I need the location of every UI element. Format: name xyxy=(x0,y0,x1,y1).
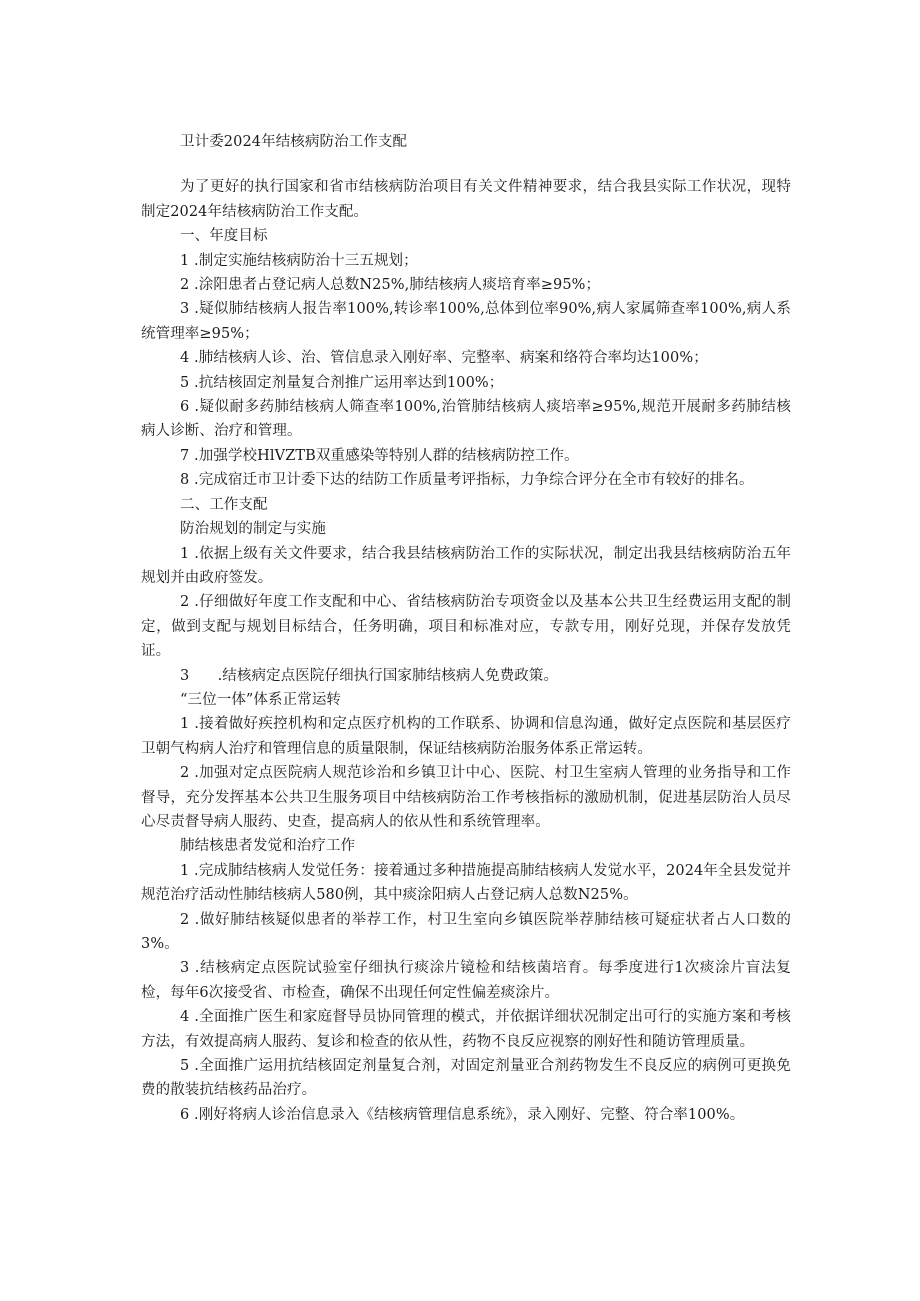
detection-item-1: 1 .完成肺结核病人发觉任务：接着通过多种措施提高肺结核病人发觉水平，2024年全县发觉并规范治疗活动性肺结核病人580例，其中痰涂阳病人占登记病人总数N25%。 xyxy=(141,862,791,904)
goal-item-3: 3 .疑似肺结核病人报告率100%,转诊率100%,总体到位率90%,病人家属筛查率100%,病人系统管理率≥95%； xyxy=(141,301,791,342)
detection-item-3: 3 .结核病定点医院试验室仔细执行痰涂片镜检和结核菌培育。每季度进行1次痰涂片盲法复检，每年6次接受省、市检查，确保不出现任何定性偏差痰涂片。 xyxy=(141,960,791,1001)
subheading-planning: 防治规划的制定与实施 xyxy=(180,521,326,538)
goal-item-4: 4 .肺结核病人诊、治、管信息录入刚好率、完整率、病案和络符合率均达100%； xyxy=(180,350,708,367)
detection-item-2: 2 .做好肺结核疑似患者的举荐工作，村卫生室向乡镇医院举荐肺结核可疑症状者占人口数的3%。 xyxy=(141,911,791,952)
goal-item-7: 7 .加强学校HlVZTB双重感染等特别人群的结核病防控工作。 xyxy=(180,447,579,464)
section-heading-annual-goals: 一、年度目标 xyxy=(180,228,268,245)
goal-item-6: 6 .疑似耐多药肺结核病人筛查率100%,治管肺结核病人痰培率≥95%,规范开展耐多药肺结核病人诊断、治疗和管理。 xyxy=(141,399,791,440)
goal-item-1: 1 .制定实施结核病防治十三五规划； xyxy=(180,252,418,269)
goal-item-5: 5 .抗结核固定剂量复合剂推广运用率达到100%； xyxy=(180,374,504,391)
document-page xyxy=(141,130,791,1127)
planning-item-1: 1 .依据上级有关文件要求，结合我县结核病防治工作的实际状况，制定出我县结核病防治五年规划并由政府签发。 xyxy=(141,545,791,586)
paragraph-intro: 为了更好的执行国家和省市结核病防治项目有关文件精神要求，结合我县实际工作状况，现特制定2024年结核病防治工作支配。 xyxy=(141,179,791,220)
detection-item-4: 4 .全面推广医生和家庭督导员协同管理的模式，并依据详细状况制定出可行的实施方案和考核方法，有效提高病人服药、复诊和检查的依从性，药物不良反应视察的刚好性和随访管理质量。 xyxy=(141,1009,791,1050)
detection-item-6: 6 .刚好将病人诊治信息录入《结核病管理信息系统》，录入刚好、完整、符合率100%。 xyxy=(180,1106,745,1123)
goal-item-8: 8 .完成宿迁市卫计委下达的结防工作质量考评指标，力争综合评分在全市有较好的排名。 xyxy=(180,472,754,489)
subheading-three-in-one: “三位一体”体系正常运转 xyxy=(180,691,342,708)
section-heading-work-plan: 二、工作支配 xyxy=(180,496,268,513)
goal-item-2: 2 .涂阳患者占登记病人总数N25%,肺结核病人痰培育率≥95%； xyxy=(180,277,601,294)
detection-item-5: 5 .全面推广运用抗结核固定剂量复合剂，对固定剂量亚合剂药物发生不良反应的病例可更换免费的散装抗结核药品治疗。 xyxy=(141,1058,791,1099)
planning-item-3: 3 .结核病定点医院仔细执行国家肺结核病人免费政策。 xyxy=(180,667,559,684)
document-title: 卫计委2024年结核病防治工作支配 xyxy=(180,134,408,150)
planning-item-2: 2 .仔细做好年度工作支配和中心、省结核病防治专项资金以及基本公共卫生经费运用支配的制定，做到支配与规划目标结合，任务明确，项目和标准对应，专款专用，刚好兑现，并保存发放凭证。 xyxy=(141,594,791,660)
system-item-2: 2 .加强对定点医院病人规范诊治和乡镇卫计中心、医院、村卫生室病人管理的业务指导和工作督导，充分发挥基本公共卫生服务项目中结核病防治工作考核指标的激励机制，促进基层防治人员尽心尽责督导病人服药、史查，提高病人的依从性和系统管理率。 xyxy=(141,765,791,830)
subheading-detection-treatment: 肺结核患者发觉和治疗工作 xyxy=(180,838,356,855)
system-item-1: 1 .接着做好疾控机构和定点医疗机构的工作联系、协调和信息沟通，做好定点医院和基层医疗卫朝气构病人治疗和管理信息的质量限制，保证结核病防治服务体系正常运转。 xyxy=(141,716,791,757)
